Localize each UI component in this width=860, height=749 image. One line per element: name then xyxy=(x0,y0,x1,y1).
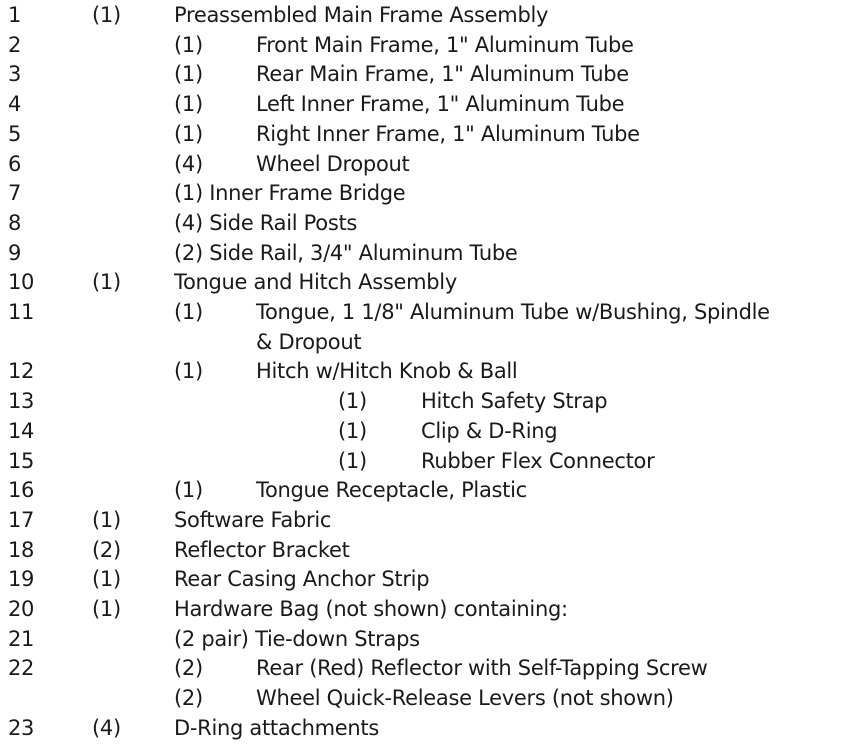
item-number: 21 xyxy=(8,626,35,651)
item-description: Left Inner Frame, 1" Aluminum Tube xyxy=(256,92,625,117)
item-description: Tongue Receptacle, Plastic xyxy=(256,478,527,503)
item-description: Wheel Quick-Release Levers (not shown) xyxy=(256,686,674,711)
list-item xyxy=(0,683,860,713)
item-quantity: (2) xyxy=(174,686,203,711)
list-item xyxy=(0,59,860,89)
item-description: (2) Side Rail, 3/4" Aluminum Tube xyxy=(174,240,518,265)
list-item xyxy=(0,594,860,624)
item-description: Hitch Safety Strap xyxy=(421,389,608,414)
item-number: 1 xyxy=(8,3,22,27)
list-item xyxy=(0,297,860,327)
item-quantity: (1) xyxy=(174,478,203,503)
item-description: Rear Main Frame, 1" Aluminum Tube xyxy=(256,62,629,87)
item-quantity: (1) xyxy=(174,300,203,324)
item-description: (4) Side Rail Posts xyxy=(174,210,358,235)
item-number: 20 xyxy=(8,597,35,621)
item-quantity: (1) xyxy=(338,389,367,414)
item-quantity: (1) xyxy=(174,92,203,117)
list-item xyxy=(0,505,860,535)
item-description: Preassembled Main Frame Assembly xyxy=(174,3,549,27)
item-number: 4 xyxy=(8,92,22,117)
list-item-continuation xyxy=(0,327,860,357)
item-number: 15 xyxy=(8,448,35,473)
list-item xyxy=(0,89,860,119)
list-item xyxy=(0,30,860,60)
item-description: Rear Casing Anchor Strip xyxy=(174,567,430,592)
item-description: Wheel Dropout xyxy=(256,151,410,176)
list-item xyxy=(0,446,860,476)
item-description: Right Inner Frame, 1" Aluminum Tube xyxy=(256,121,640,146)
item-number: 17 xyxy=(8,507,35,532)
list-item xyxy=(0,267,860,297)
list-item xyxy=(0,564,860,594)
item-description: Clip & D-Ring xyxy=(421,418,558,443)
item-quantity: (1) xyxy=(92,597,121,621)
item-quantity: (1) xyxy=(174,359,203,384)
item-quantity: (1) xyxy=(174,32,203,57)
item-quantity: (1) xyxy=(92,507,121,532)
item-number: 16 xyxy=(8,478,35,503)
item-description: Hardware Bag (not shown) containing: xyxy=(174,597,568,621)
item-quantity: (4) xyxy=(92,715,121,740)
list-item xyxy=(0,535,860,565)
list-item xyxy=(0,0,860,30)
item-number: 7 xyxy=(8,181,22,206)
item-number: 14 xyxy=(8,418,35,443)
item-number: 23 xyxy=(8,715,35,740)
item-number: 18 xyxy=(8,537,35,562)
item-description: Front Main Frame, 1" Aluminum Tube xyxy=(256,32,634,57)
item-quantity: (1) xyxy=(338,418,367,443)
list-item xyxy=(0,178,860,208)
item-description: (2 pair) Tie-down Straps xyxy=(174,626,420,651)
item-number: 9 xyxy=(8,240,22,265)
item-quantity: (1) xyxy=(174,62,203,87)
item-description: Tongue, 1 1/8" Aluminum Tube w/Bushing, Spindle xyxy=(256,300,770,324)
item-number: 13 xyxy=(8,389,35,414)
item-number: 10 xyxy=(8,270,35,295)
item-quantity: (1) xyxy=(92,270,121,295)
item-number: 5 xyxy=(8,121,22,146)
item-description: D-Ring attachments xyxy=(174,715,380,740)
item-number: 8 xyxy=(8,210,22,235)
list-item xyxy=(0,653,860,683)
list-item xyxy=(0,386,860,416)
list-item xyxy=(0,624,860,654)
list-item xyxy=(0,416,860,446)
item-quantity: (1) xyxy=(92,3,121,27)
item-number: 3 xyxy=(8,62,22,87)
list-item xyxy=(0,713,860,743)
list-item xyxy=(0,238,860,268)
item-number: 11 xyxy=(8,300,35,324)
item-description: Software Fabric xyxy=(174,507,332,532)
item-quantity: (1) xyxy=(174,121,203,146)
item-quantity: (4) xyxy=(174,151,203,176)
item-quantity: (1) xyxy=(92,567,121,592)
item-quantity: (1) xyxy=(338,448,367,473)
item-description: Reflector Bracket xyxy=(174,537,350,562)
item-description: Rubber Flex Connector xyxy=(421,448,655,473)
list-item xyxy=(0,149,860,179)
item-number: 6 xyxy=(8,151,22,176)
list-item xyxy=(0,119,860,149)
item-description: Hitch w/Hitch Knob & Ball xyxy=(256,359,518,384)
list-item xyxy=(0,356,860,386)
item-description: Tongue and Hitch Assembly xyxy=(174,270,457,295)
item-description: Rear (Red) Reflector with Self-Tapping Screw xyxy=(256,656,708,681)
item-quantity: (2) xyxy=(174,656,203,681)
item-number: 22 xyxy=(8,656,35,681)
item-quantity: (2) xyxy=(92,537,121,562)
item-description: (1) Inner Frame Bridge xyxy=(174,181,406,206)
item-description-continued: & Dropout xyxy=(256,329,362,354)
list-item xyxy=(0,208,860,238)
list-item xyxy=(0,475,860,505)
item-number: 12 xyxy=(8,359,35,384)
item-number: 19 xyxy=(8,567,35,592)
item-number: 2 xyxy=(8,32,22,57)
